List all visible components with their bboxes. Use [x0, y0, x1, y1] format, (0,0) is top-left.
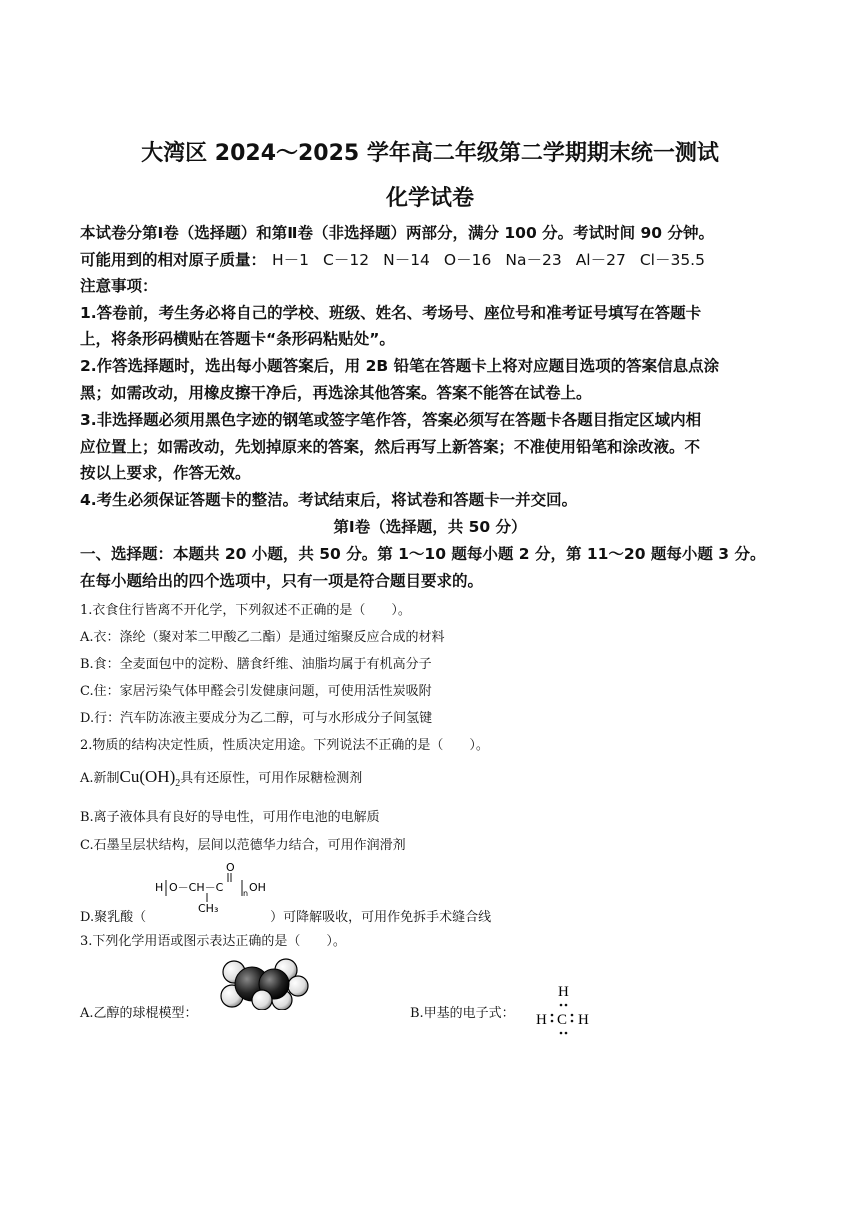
notice-4-line-1: 4.考生必须保证答题卡的整洁。考试结束后，将试卷和答题卡一并交回。: [80, 491, 578, 509]
intro-line: 本试卷分第Ⅰ卷（选择题）和第Ⅱ卷（非选择题）两部分，满分 100 分。考试时间 90 分钟。: [80, 224, 714, 242]
notice-1-line-2: 上，将条形码横贴在答题卡“条形码粘贴处”。: [80, 330, 395, 348]
atomic-masses: [80, 248, 719, 270]
q3-stem: 3.下列化学用语或图示表达正确的是（ ）。: [80, 934, 346, 949]
methyl-center-c: C: [557, 1012, 568, 1028]
hydrogen-atom-4: [288, 976, 308, 996]
electron-dot-left-1: [551, 1014, 554, 1017]
q2-option-d-suffix: ）可降解吸收，可用作免拆手术缝合线: [270, 910, 492, 925]
q2-option-a-suffix: 具有还原性，可用作尿糖检测剂: [180, 771, 363, 786]
notice-3-line-2: 应位置上；如需改动，先划掉原来的答案，然后再写上新答案；不准使用铅笔和涂改液。不: [80, 438, 701, 456]
electron-dot-top-1: [560, 1004, 563, 1007]
methyl-electron-formula: [530, 978, 600, 1040]
section-1-instruction-1: 一、选择题：本题共 20 小题，共 50 分。第 1～10 题每小题 2 分，第 11～20 题每小题 3 分。: [80, 545, 766, 563]
pla-chain: O－CH－C: [169, 881, 224, 894]
q2-option-a-prefix: A.新制: [80, 771, 120, 786]
mass-n: N－14: [383, 251, 430, 269]
mass-c: C－12: [323, 251, 370, 269]
section-1-heading: 第Ⅰ卷（选择题，共 50 分）: [333, 518, 527, 536]
notice-3-line-1: 3.非选择题必须用黑色字迹的钢笔或签字笔作答，答案必须写在答题卡各题目指定区域内相: [80, 411, 702, 429]
hydrogen-atom-6: [252, 990, 272, 1010]
methyl-left-h: H: [536, 1012, 547, 1028]
ethanol-ball-stick-model: [212, 958, 312, 1010]
electron-dot-right-2: [571, 1020, 574, 1023]
q1-option-c: C.住：家居污染气体甲醛会引发健康问题，可使用活性炭吸附: [80, 684, 432, 699]
copper-hydroxide-main: Cu(OH): [119, 767, 176, 786]
notice-2-line-2: 黑；如需改动，用橡皮擦干净后，再选涂其他答案。答案不能答在试卷上。: [80, 384, 592, 402]
methyl-top-h: H: [558, 984, 569, 1000]
q2-option-d: [80, 906, 491, 925]
q1-option-a: A.衣：涤纶（聚对苯二甲酸乙二酯）是通过缩聚反应合成的材料: [80, 630, 445, 645]
pla-h: H: [155, 881, 164, 894]
copper-hydroxide-subscript: 2: [175, 778, 181, 789]
electron-dot-right-1: [571, 1014, 574, 1017]
q2-option-d-prefix: D.聚乳酸（: [80, 910, 147, 925]
pla-oh: OH: [249, 881, 266, 894]
q1-stem: 1.衣食住行皆离不开化学，下列叙述不正确的是（ ）。: [80, 603, 411, 618]
exam-subtitle: 化学试卷: [385, 186, 474, 211]
mass-na: Na－23: [505, 251, 562, 269]
notice-1-line-1: 1.答卷前，考生务必将自己的学校、班级、姓名、考场号、座位号和准考证号填写在答题卡: [80, 304, 702, 322]
q1-option-b: B.食：全麦面包中的淀粉、膳食纤维、油脂均属于有机高分子: [80, 657, 432, 672]
notice-2-line-1: 2.作答选择题时，选出每小题答案后，用 2B 铅笔在答题卡上将对应题目选项的答案信息点涂: [80, 357, 720, 375]
mass-cl: Cl－35.5: [639, 251, 705, 269]
notice-title: 注意事项：: [80, 277, 158, 295]
notice-3-line-3: 按以上要求，作答无效。: [80, 464, 251, 482]
methyl-right-h: H: [578, 1012, 589, 1028]
exam-title: 大湾区 2024～2025 学年高二年级第二学期期末统一测试: [141, 141, 719, 166]
q2-option-b: B.离子液体具有良好的导电性，可用作电池的电解质: [80, 810, 380, 825]
pla-methyl: CH₃: [198, 902, 219, 914]
q2-option-c: C.石墨呈层状结构，层间以范德华力结合，可用作润滑剂: [80, 838, 406, 853]
electron-dot-top-2: [565, 1004, 568, 1007]
electron-dot-bottom-1: [560, 1032, 563, 1035]
electron-dot-left-2: [551, 1020, 554, 1023]
q3-option-a-label: A.乙醇的球棍模型：: [80, 1006, 198, 1021]
q2-stem: 2.物质的结构决定性质，性质决定用途。下列说法不正确的是（ ）。: [80, 738, 489, 753]
copper-hydroxide-formula: [119, 767, 181, 789]
section-1-instruction-2: 在每小题给出的四个选项中，只有一项是符合题目要求的。: [80, 572, 484, 590]
mass-al: Al－27: [575, 251, 626, 269]
pla-repeat-n: n: [243, 889, 249, 898]
mass-o: O－16: [443, 251, 492, 269]
electron-dot-bottom-2: [565, 1032, 568, 1035]
atomic-masses-label: 可能用到的相对原子质量：: [80, 251, 267, 269]
q1-option-d: D.行：汽车防冻液主要成分为乙二醇，可与水形成分子间氢键: [80, 711, 433, 726]
q3-option-b-label: B.甲基的电子式：: [410, 1006, 515, 1021]
mass-h: H－1: [272, 251, 310, 269]
pla-oxygen: O: [226, 861, 235, 874]
q2-option-a: [80, 767, 362, 789]
